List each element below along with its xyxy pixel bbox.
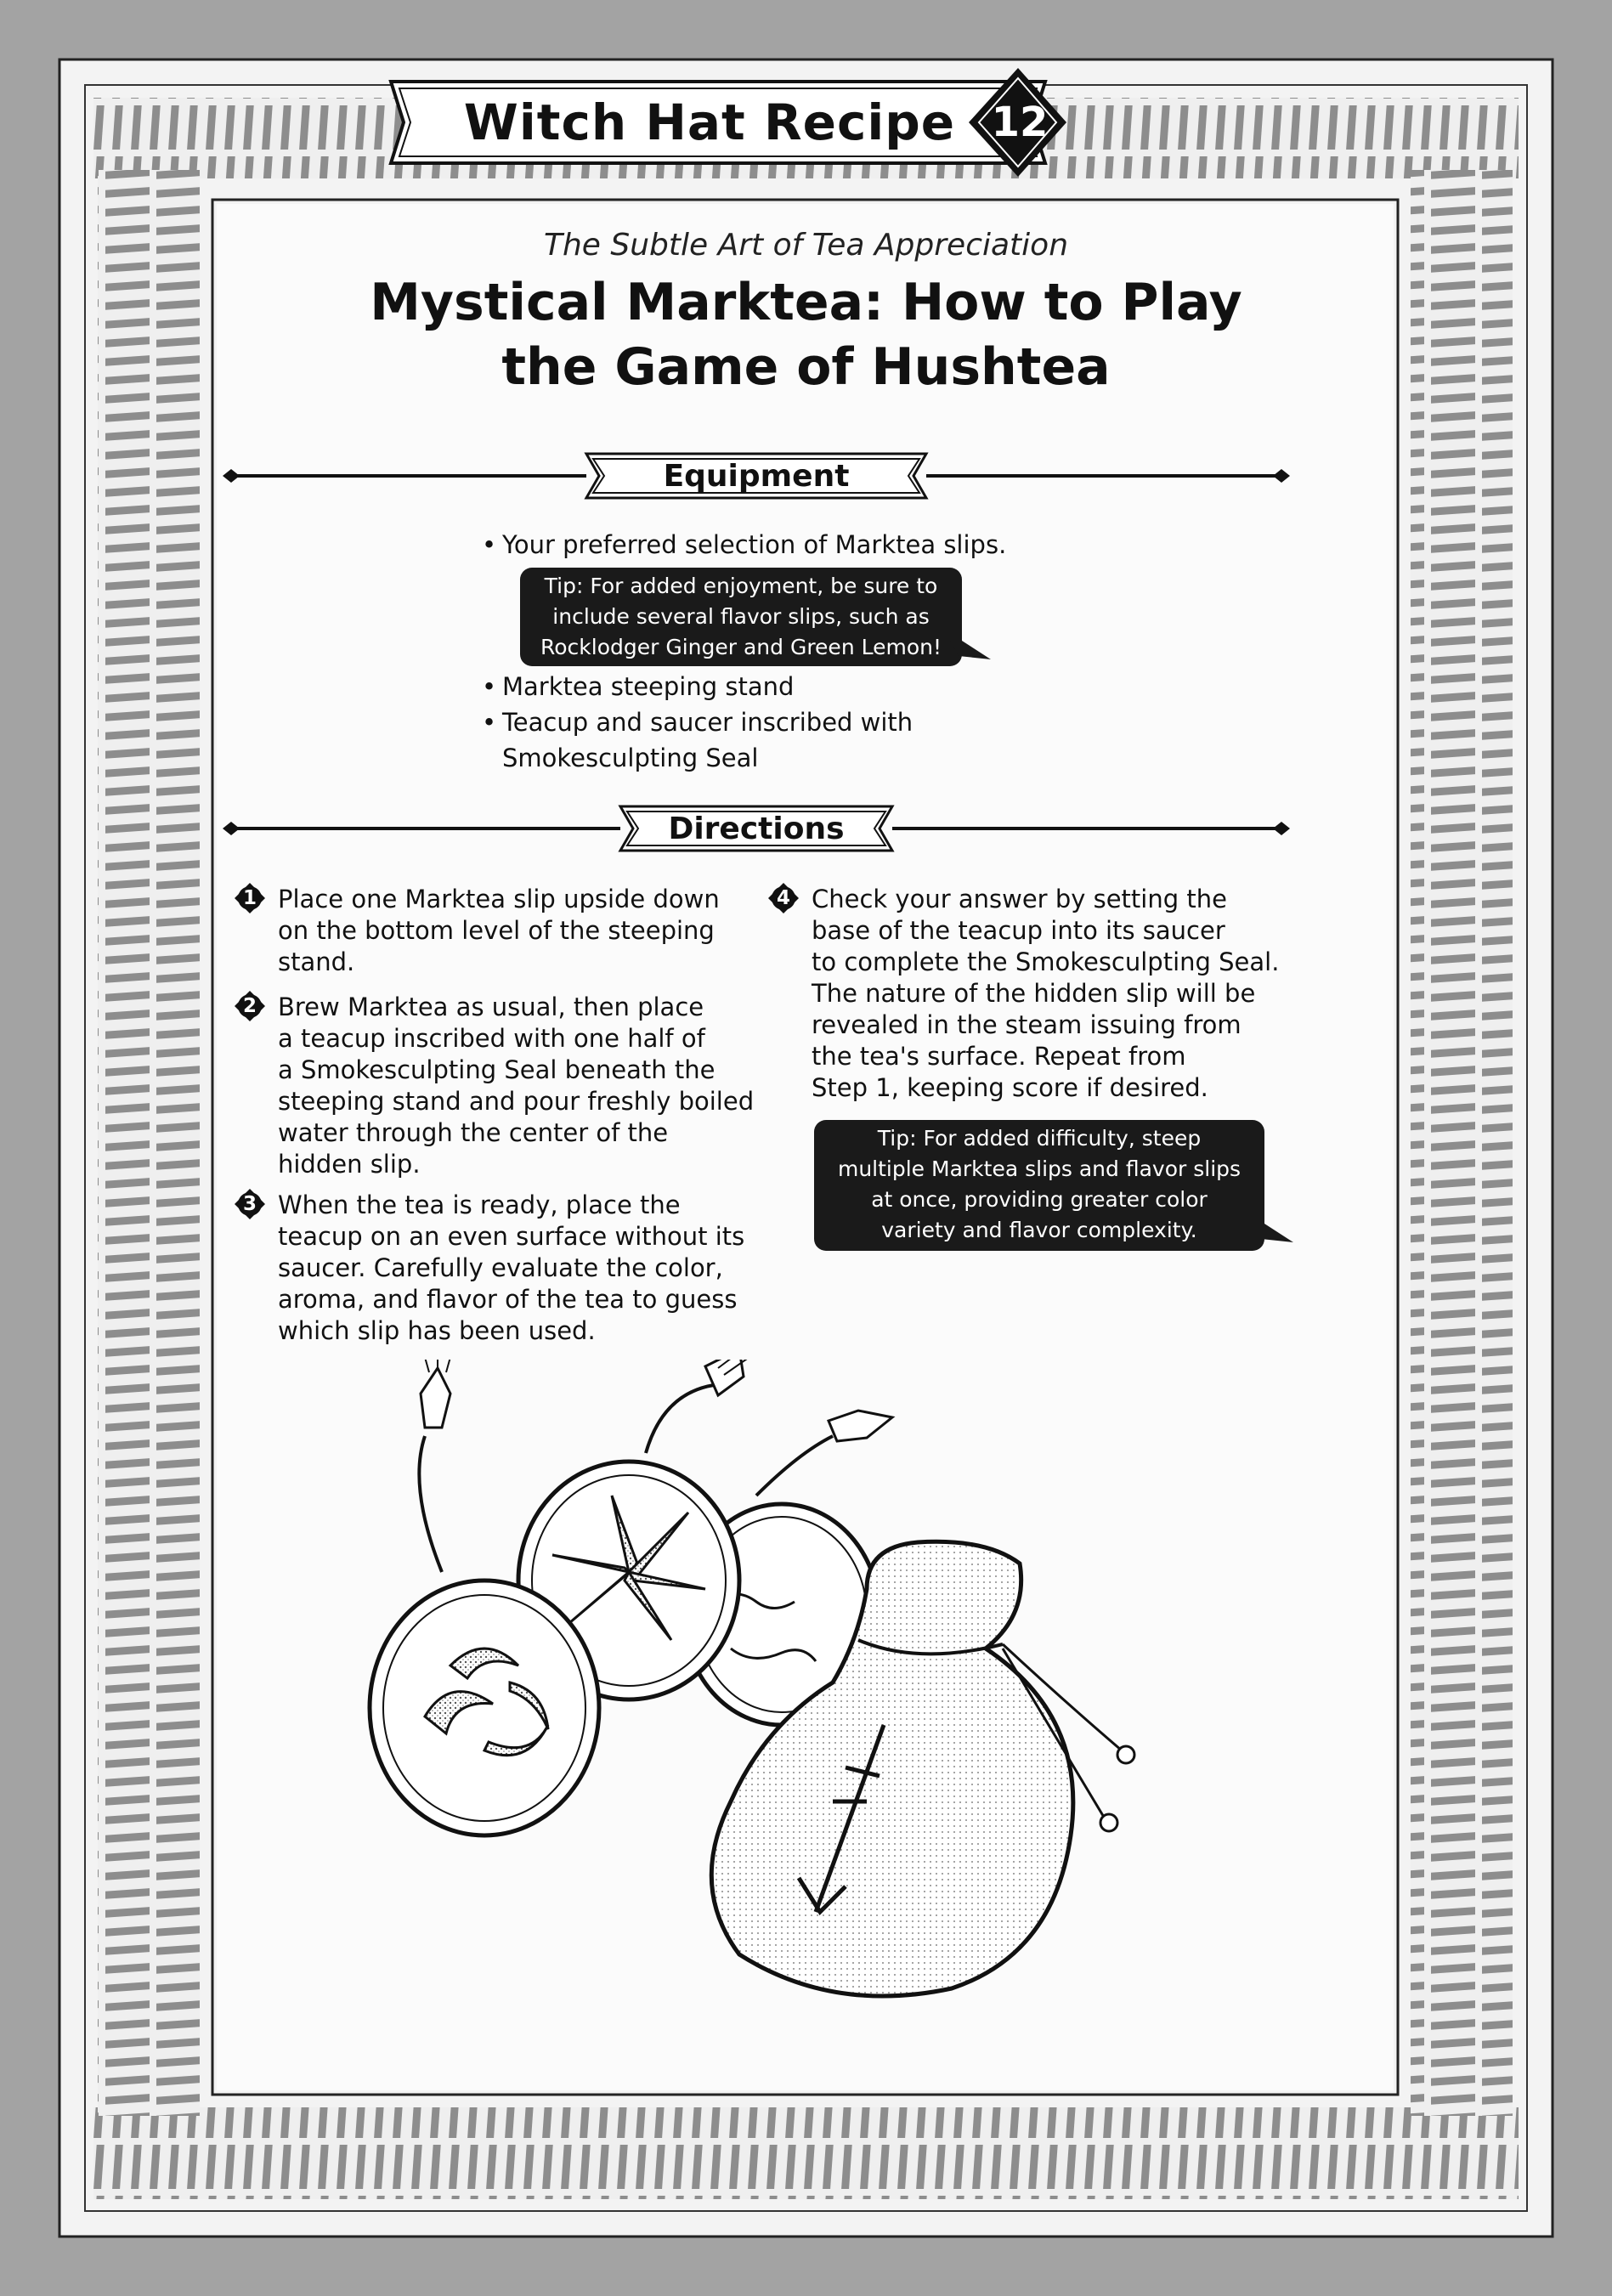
- step-2-text: Brew Marktea as usual, then place a teacup inscribed with one half of a Smokesculpting Seal beneath the steeping stand and pour freshly boiled water through the center of the hidden slip.: [278, 992, 755, 1179]
- directions-heading: Directions: [668, 811, 845, 846]
- marktea-slips-illustration: [357, 1360, 1334, 2005]
- step-2-badge: 2: [234, 990, 266, 1022]
- list-item: • Your preferred selection of Marktea slips.: [480, 527, 1075, 563]
- article-title: [0, 270, 1612, 399]
- step-4-badge: 4: [767, 882, 800, 914]
- list-item-continuation: Smokesculpting Seal: [502, 744, 759, 772]
- bullet-icon: •: [482, 672, 497, 701]
- equipment-list: [480, 527, 1075, 563]
- list-item: • Marktea steeping stand: [480, 669, 1075, 704]
- bullet-icon: •: [482, 530, 497, 559]
- equipment-list-continued: [480, 669, 1075, 776]
- tip-bubble-directions: Tip: For added difficulty, steep multiple Marktea slips and flavor slips at once, providing greater color variety and flavor complexity.: [814, 1120, 1264, 1251]
- recipe-number: 12: [991, 99, 1049, 146]
- equipment-heading: Equipment: [663, 458, 850, 494]
- list-item: • Teacup and saucer inscribed with: [480, 704, 1075, 740]
- title-line-2: the Game of Hushtea: [501, 337, 1111, 397]
- title-line-1: Mystical Marktea: How to Play: [370, 273, 1242, 332]
- bullet-icon: •: [482, 708, 497, 737]
- step-4-text: Check your answer by setting the base of the teacup into its saucer to complete the Smokesculpting Seal. The nature of the hidden slip will be revealed in the steam issuing from the tea's surface. Repeat from Step 1, keeping score if desired.: [812, 885, 1280, 1102]
- step-1-badge: 1: [234, 882, 266, 914]
- series-title: Witch Hat Recipe: [463, 93, 956, 151]
- step-1-text: Place one Marktea slip upside down on the bottom level of the steeping stand.: [278, 885, 720, 976]
- article-subtitle: The Subtle Art of Tea Appreciation: [543, 228, 1069, 263]
- tip-bubble-equipment: Tip: For added enjoyment, be sure to include several flavor slips, such as Rocklodger Ginger and Green Lemon!: [520, 568, 962, 666]
- step-3-badge: 3: [234, 1188, 266, 1220]
- step-3-text: When the tea is ready, place the teacup on an even surface without its saucer. Carefully evaluate the color, aroma, and flavor of the tea to guess which slip has been used.: [278, 1190, 745, 1345]
- tip-tail-icon: [1253, 1224, 1295, 1258]
